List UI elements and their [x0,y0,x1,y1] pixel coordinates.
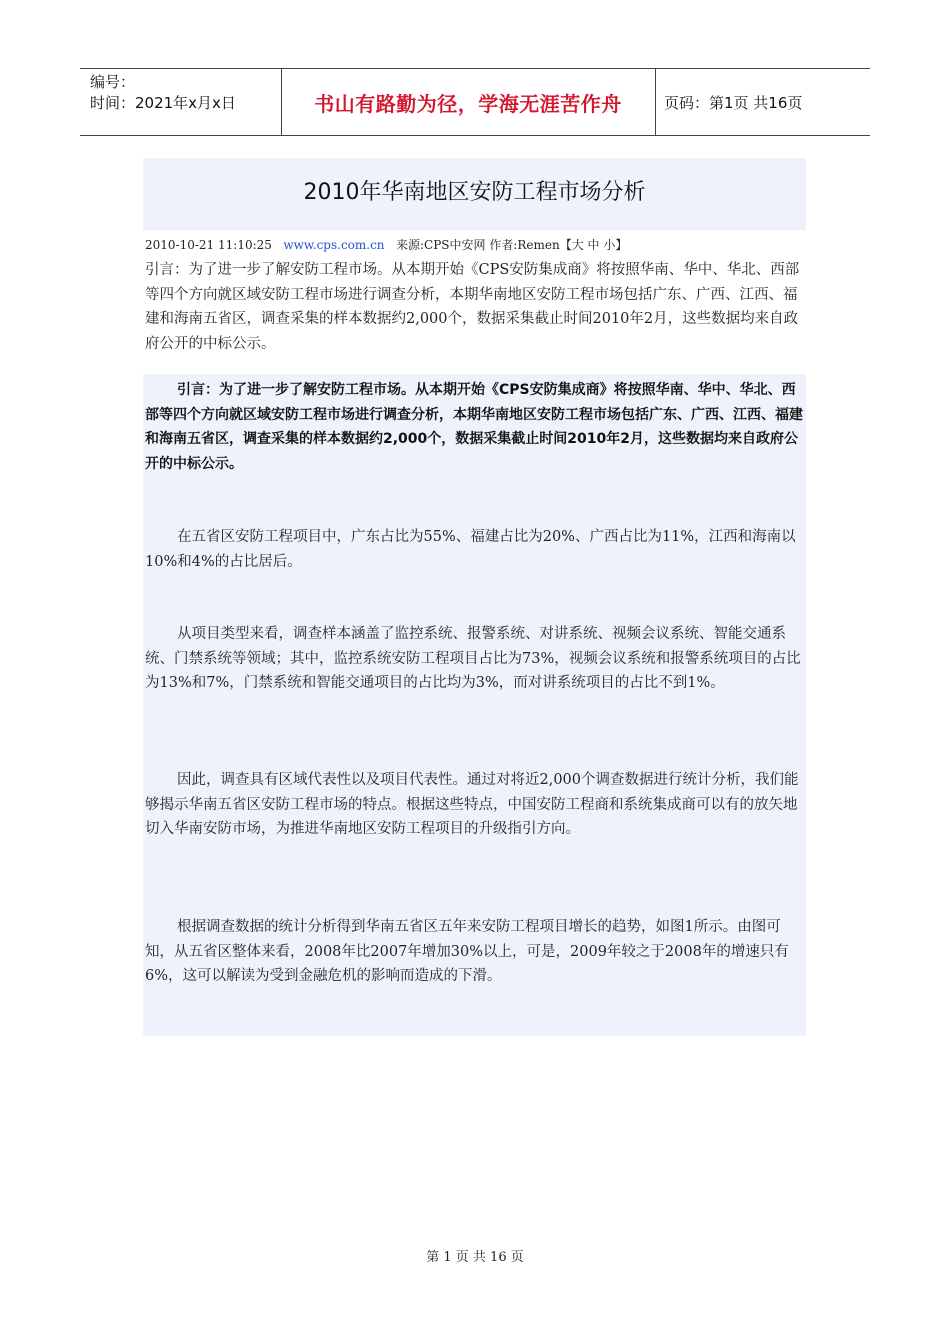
document-time-label: 时间：2021年x月x日 [90,94,236,112]
paragraph-provinces: 在五省区安防工程项目中，广东占比为55%、福建占比为20%、广西占比为11%，江西和海南以10%和4%的占比居后。 [145,529,796,570]
intro-summary: 引言：为了进一步了解安防工程市场。从本期开始《CPS安防集成商》将按照华南、华中、华北、西部等四个方向就区域安防工程市场进行调查分析，本期华南地区安防工程市场包括广东、广西、江西、福建和海南五省区，调查采集的样本数据约2,000个，数据采集截止时间2010年2月，这些数据均来自政府公开的中标公示。 [145,262,800,352]
page-footer: 第 1 页 共 16 页 [426,1250,524,1265]
header-motto: 书山有路勤为径，学海无涯苦作舟 [314,91,622,116]
header-page-info: 页码：第1页 共16页 [664,93,803,112]
intro-paragraph: 引言：为了进一步了解安防工程市场。从本期开始《CPS安防集成商》将按照华南、华中、华北、西部等四个方向就区域安防工程市场进行调查分析，本期华南地区安防工程市场包括广东、广西、江西、福建和海南五省区，调查采集的样本数据约2,000个，数据采集截止时间2010年2月，这些数据均来自政府公开的中标公示。 [145,382,803,472]
article-meta [145,236,627,253]
paragraph-project-types: 从项目类型来看，调查样本涵盖了监控系统、报警系统、对讲系统、视频会议系统、智能交通系统、门禁系统等领域；其中，监控系统安防工程项目占比为73%，视频会议系统和报警系统项目的占比为13%和7%，门禁系统和智能交通项目的占比均为3%，而对讲系统项目的占比不到1%。 [145,626,801,691]
meta-source-link[interactable]: www.cps.com.cn [283,238,385,252]
article-title: 2010年华南地区安防工程市场分析 [303,180,646,205]
title-panel [143,158,806,230]
meta-source: 来源:CPS中安网 作者:Remen【大 中 小】 [395,238,628,252]
paragraph-significance: 因此，调查具有区域代表性以及项目代表性。通过对将近2,000个调查数据进行统计分析，我们能够揭示华南五省区安防工程市场的特点。根据这些特点，中国安防工程商和系统集成商可以有的放矢地切入华南安防市场，为推进华南地区安防工程项目的升级指引方向。 [145,772,799,837]
paragraph-growth-trend: 根据调查数据的统计分析得到华南五省区五年来安防工程项目增长的趋势，如图1所示。由图可知，从五省区整体来看，2008年比2007年增加30%以上，可是，2009年较之于2008年的增速只有6%，这可以解读为受到金融危机的影响而造成的下滑。 [145,919,789,984]
header-left-cell [90,72,280,114]
header-divider [655,68,656,136]
document-number-label: 编号： [90,73,136,91]
meta-date: 2010-10-21 11:10:25 [145,238,272,252]
